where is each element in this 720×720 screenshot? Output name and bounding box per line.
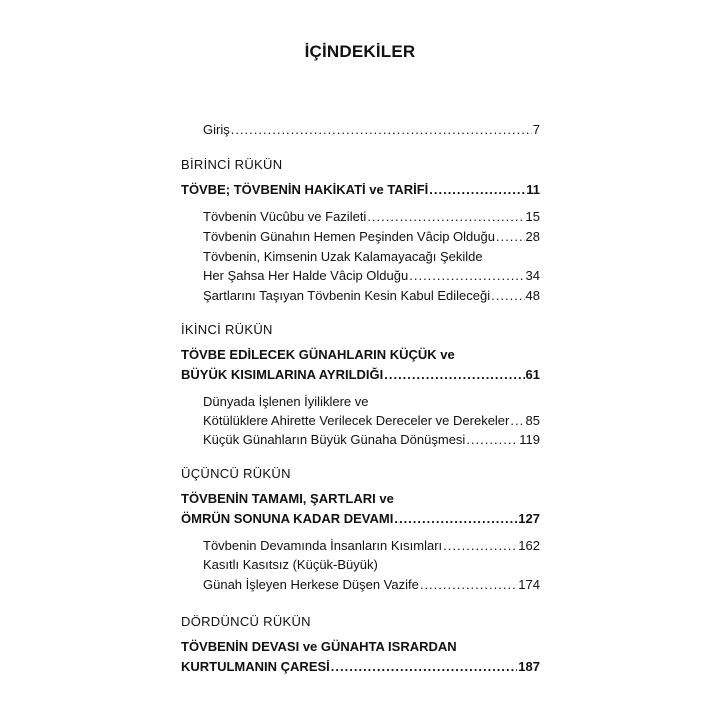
dot-leader <box>429 182 525 198</box>
toc-entry-title: Tövbenin Devamında İnsanların Kısımları <box>203 538 443 553</box>
toc-page-number: 28 <box>525 229 540 244</box>
toc-entry-title-line: Dünyada İşlenen İyiliklere ve <box>203 394 369 409</box>
toc-chapter-title[interactable] <box>181 367 540 383</box>
toc-chapter-title-line: TÖVBENİN TAMAMI, ŞARTLARI ve <box>181 491 394 506</box>
section-label: İKİNCİ RÜKÜN <box>181 322 273 337</box>
toc-entry-title: Her Şahsa Her Halde Vâcip Olduğu <box>203 268 409 283</box>
toc-page-number: 11 <box>526 182 540 197</box>
toc-entry-title: Kötülüklere Ahirette Verilecek Dereceler ve Derekeler <box>203 413 510 428</box>
dot-leader <box>231 122 532 138</box>
toc-entry[interactable] <box>203 413 540 429</box>
toc-entry-title: KURTULMANIN ÇARESİ <box>181 659 330 674</box>
dot-leader <box>496 229 525 245</box>
dot-leader <box>331 659 518 675</box>
section-label: ÜÇÜNCÜ RÜKÜN <box>181 466 291 481</box>
section-label: BİRİNCİ RÜKÜN <box>181 157 283 172</box>
toc-page-number: 187 <box>518 659 540 674</box>
toc-entry-title: BÜYÜK KISIMLARINA AYRILDIĞI <box>181 367 384 382</box>
toc-entry[interactable] <box>203 209 540 225</box>
toc-page-number: 174 <box>518 577 540 592</box>
toc-chapter-title[interactable] <box>181 182 540 198</box>
toc-entry-title: ÖMRÜN SONUNA KADAR DEVAMI <box>181 511 394 526</box>
toc-entry[interactable] <box>203 288 540 304</box>
toc-entry-title-line: Kasıtlı Kasıtsız (Küçük-Büyük) <box>203 557 378 572</box>
toc-page-number: 85 <box>525 413 540 428</box>
toc-entry-title: Tövbenin Günahın Hemen Peşinden Vâcip Olduğu <box>203 229 495 244</box>
dot-leader <box>384 367 524 383</box>
dot-leader <box>394 511 517 527</box>
toc-entry[interactable] <box>203 229 540 245</box>
toc-entry[interactable] <box>203 577 540 593</box>
toc-entry-intro[interactable] <box>203 122 540 138</box>
toc-page-number: 162 <box>518 538 540 553</box>
dot-leader <box>409 268 524 284</box>
toc-entry-title: TÖVBE; TÖVBENİN HAKİKATİ ve TARİFİ <box>181 182 429 197</box>
toc-page-number: 61 <box>525 367 540 382</box>
toc-chapter-title-line: TÖVBE EDİLECEK GÜNAHLARIN KÜÇÜK ve <box>181 347 455 362</box>
dot-leader <box>466 432 518 448</box>
toc-chapter-title[interactable] <box>181 511 540 527</box>
toc-entry-title: Şartlarını Taşıyan Tövbenin Kesin Kabul Edileceği <box>203 288 491 303</box>
toc-entry-title: Küçük Günahların Büyük Günaha Dönüşmesi <box>203 432 466 447</box>
toc-entry-title-line: Tövbenin, Kimsenin Uzak Kalamayacağı Şekilde <box>203 249 483 264</box>
dot-leader <box>491 288 524 304</box>
section-label: DÖRDÜNCÜ RÜKÜN <box>181 614 311 629</box>
toc-chapter-title-line: TÖVBENİN DEVASI ve GÜNAHTA ISRARDAN <box>181 639 457 654</box>
dot-leader <box>367 209 524 225</box>
toc-entry[interactable] <box>203 432 540 448</box>
toc-page-number: 34 <box>525 268 540 283</box>
toc-entry-title: Tövbenin Vücûbu ve Fazileti <box>203 209 367 224</box>
toc-page-number: 7 <box>532 122 540 137</box>
toc-entry-title: Giriş <box>203 122 230 137</box>
toc-chapter-title[interactable] <box>181 659 540 675</box>
dot-leader <box>510 413 524 429</box>
toc-page-number: 48 <box>525 288 540 303</box>
toc-entry[interactable] <box>203 538 540 554</box>
dot-leader <box>443 538 517 554</box>
page-title: İÇİNDEKİLER <box>304 42 416 61</box>
toc-page-number: 127 <box>518 511 540 526</box>
toc-entry-title: Günah İşleyen Herkese Düşen Vazife <box>203 577 419 592</box>
toc-page-number: 15 <box>525 209 540 224</box>
dot-leader <box>420 577 517 593</box>
toc-entry[interactable] <box>203 268 540 284</box>
toc-page-number: 119 <box>519 432 540 447</box>
